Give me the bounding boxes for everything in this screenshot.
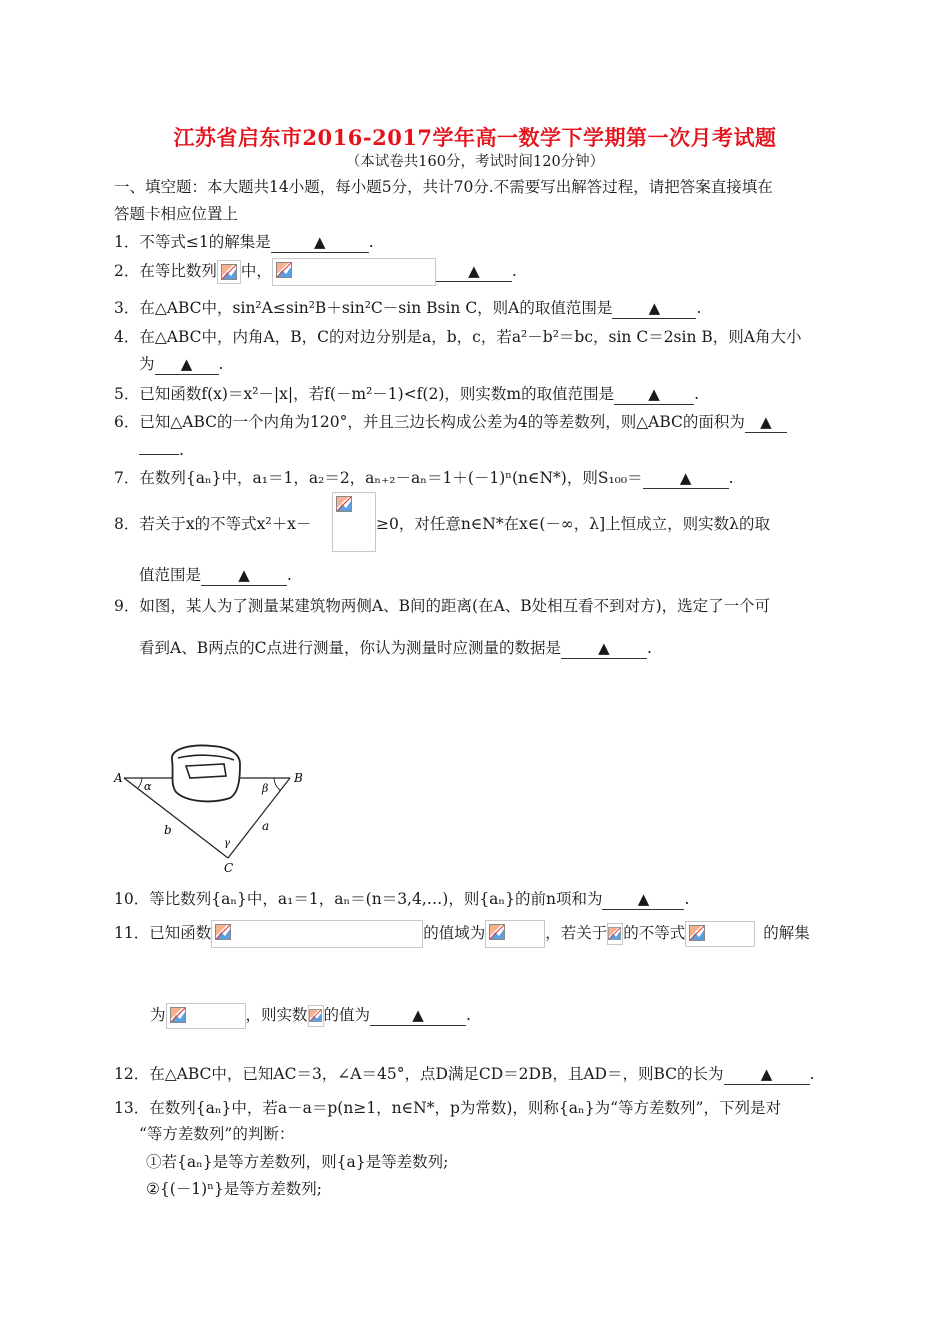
question-number: 6． [114, 413, 140, 431]
answer-blank [602, 892, 684, 910]
question-6 [114, 410, 787, 433]
question-number: 9． [114, 597, 140, 615]
answer-blank [370, 1008, 466, 1026]
question-number: 7． [114, 469, 140, 487]
broken-image-icon [689, 925, 705, 941]
label-side-a: a [262, 819, 270, 833]
answer-marker: ▲ [412, 1006, 424, 1024]
missing-formula-image [685, 921, 755, 947]
answer-marker: ▲ [760, 1065, 773, 1083]
answer-marker: ▲ [180, 355, 193, 373]
answer-marker: ▲ [238, 566, 250, 584]
answer-blank [724, 1067, 810, 1085]
page-title: 江苏省启东市2016-2017学年高一数学下学期第一次月考试题 [173, 125, 777, 150]
answer-blank [201, 568, 287, 586]
broken-image-icon [215, 924, 231, 940]
label-side-b: b [164, 823, 172, 837]
question-9-continued: 看到A、B两点的C点进行测量，你认为测量时应测量的数据是 ▲ . [139, 639, 652, 657]
answer-blank [155, 357, 219, 375]
answer-blank [271, 235, 369, 253]
question-12: 12．在△ABC中，已知AC＝3，∠A＝45°，点D满足CD＝2DB，且AD＝，则BC的长为 ▲ . [114, 1065, 815, 1083]
broken-image-icon [221, 264, 237, 280]
question-number: 4． [114, 328, 140, 346]
missing-formula-image [211, 920, 423, 948]
answer-marker: ▲ [648, 299, 661, 317]
question-number: 12． [114, 1065, 150, 1083]
section-instructions-line2: 答题卡相应位置上 [114, 205, 239, 223]
label-a-point: A [114, 771, 123, 785]
missing-formula-image [166, 1003, 246, 1029]
section-instructions-line1: 一、填空题：本大题共14小题，每小题5分，共计70分.不需要写出解答过程，请把答案直接填在 [114, 178, 773, 196]
answer-blank [612, 301, 696, 319]
question-13-item-2: ②{(－1)ⁿ}是等方差数列; [146, 1180, 323, 1198]
broken-image-icon [276, 262, 292, 278]
question-number: 13． [114, 1099, 150, 1117]
missing-formula-image [607, 923, 623, 945]
label-alpha: α [144, 780, 152, 793]
question-text: 在△ABC中，内角A，B，C的对边分别是a，b，c，若a²－b²＝bc，sin C＝2sin B，则A角大小 [139, 328, 802, 346]
question-5: 5．已知函数f(x)＝x²－|x|，若f(－m²－1)<f(2)，则实数m的取值范围是 ▲ . [114, 385, 700, 403]
label-beta: β [262, 782, 269, 795]
question-13-item-1: ①若{aₙ}是等方差数列，则{a}是等差数列; [146, 1153, 449, 1171]
question-11: 11．已知函数 的值域为 ，若关于 的不等式 的解集 [114, 920, 810, 948]
missing-formula-image [217, 260, 241, 284]
question-8-continued: 值范围是 ▲ . [139, 566, 292, 584]
missing-formula-image [308, 1005, 324, 1027]
broken-image-icon [608, 927, 621, 940]
question-8-right: ≥0，对任意n∈N*在x∈(－∞，λ]上恒成立，则实数λ的取 [376, 515, 770, 533]
answer-marker: ▲ [679, 469, 692, 487]
question-3: 3．在△ABC中，sin²A≤sin²B＋sin²C－sin Bsin C，则A的取值范围是 ▲ . [114, 299, 702, 317]
answer-marker: ▲ [598, 639, 610, 657]
answer-marker: ▲ [648, 385, 660, 403]
label-c-point: C [224, 861, 234, 875]
answer-marker: ▲ [313, 233, 326, 251]
question-text: 在等比数列 [139, 262, 217, 280]
question-7: 7．在数列{aₙ}中，a₁＝1，a₂＝2，aₙ₊₂－aₙ＝1＋(－1)ⁿ(n∈N*)，则S₁₀₀＝ ▲ . [114, 469, 734, 487]
label-gamma: γ [224, 838, 230, 849]
question-4-continued: 为 ▲ . [139, 355, 224, 373]
answer-blank [436, 264, 512, 282]
missing-formula-image [332, 492, 376, 552]
broken-image-icon [170, 1007, 186, 1023]
broken-image-icon [336, 496, 352, 512]
question-1: 1．不等式≤1的解集是 ▲ . [114, 233, 374, 251]
question-text: 不等式≤1的解集是 [139, 233, 271, 251]
question-text: 在△ABC中，sin²A≤sin²B＋sin²C－sin Bsin C，则A的取值范围是 [139, 299, 613, 317]
question-6-continued: . [139, 437, 184, 459]
answer-marker: ▲ [468, 262, 480, 280]
question-text: 在数列{aₙ}中，若a－a＝p(n≥1，n∈N*，p为常数)，则称{aₙ}为“等方差数列”，下列是对 [149, 1099, 781, 1117]
answer-marker: ▲ [760, 413, 772, 431]
question-text: 已知函数f(x)＝x²－|x|，若f(－m²－1)<f(2)，则实数m的取值范围是 [139, 385, 615, 403]
missing-formula-image [272, 258, 436, 286]
question-number: 11． [114, 924, 150, 942]
page-subtitle: （本试卷共160分，考试时间120分钟） [345, 154, 605, 170]
question-8 [114, 512, 311, 534]
question-text: 如图，某人为了测量某建筑物两侧A、B间的距离(在A、B处相互看不到对方)，选定了一个可 [139, 597, 771, 615]
broken-image-icon [309, 1009, 322, 1022]
triangle-measurement-figure [112, 740, 312, 878]
question-13 [114, 1096, 781, 1118]
question-text: 若关于x的不等式x²＋x－ [139, 515, 312, 533]
question-text: 在数列{aₙ}中，a₁＝1，a₂＝2，aₙ₊₂－aₙ＝1＋(－1)ⁿ(n∈N*)，则S₁₀₀＝ [139, 469, 643, 487]
question-number: 1． [114, 233, 140, 251]
answer-blank [745, 415, 787, 433]
answer-blank [614, 387, 694, 405]
question-number: 5． [114, 385, 140, 403]
question-text: 等比数列{aₙ}中，a₁＝1，aₙ＝(n＝3,4,…)，则{aₙ}的前n项和为 [149, 890, 603, 908]
label-b-point: B [294, 771, 303, 785]
angle-alpha-arc [138, 778, 142, 788]
question-number: 8． [114, 515, 140, 533]
angle-beta-arc [274, 778, 280, 790]
question-4 [114, 325, 801, 347]
question-text: 已知△ABC的一个内角为120°，并且三边长构成公差为4的等差数列，则△ABC的面积为 [139, 413, 745, 431]
question-number: 3． [114, 299, 140, 317]
broken-image-icon [489, 924, 505, 940]
missing-formula-image [485, 920, 545, 948]
question-number: 2． [114, 262, 140, 280]
building-shape [172, 746, 240, 802]
question-11-continued: 为 ，则实数 的值为 ▲ . [150, 1003, 471, 1029]
answer-blank [139, 437, 179, 455]
answer-marker: ▲ [637, 890, 650, 908]
question-text: 在△ABC中，已知AC＝3，∠A＝45°，点D满足CD＝2DB，且AD＝，则BC的长为 [149, 1065, 724, 1083]
question-number: 10． [114, 890, 150, 908]
question-2: 2．在等比数列 中， ▲ . [114, 258, 517, 286]
answer-blank [561, 641, 647, 659]
answer-blank [643, 471, 729, 489]
question-13-continued: “等方差数列”的判断： [139, 1125, 295, 1143]
question-10: 10．等比数列{aₙ}中，a₁＝1，aₙ＝(n＝3,4,…)，则{aₙ}的前n项和为 ▲ . [114, 890, 690, 908]
question-9 [114, 594, 770, 616]
